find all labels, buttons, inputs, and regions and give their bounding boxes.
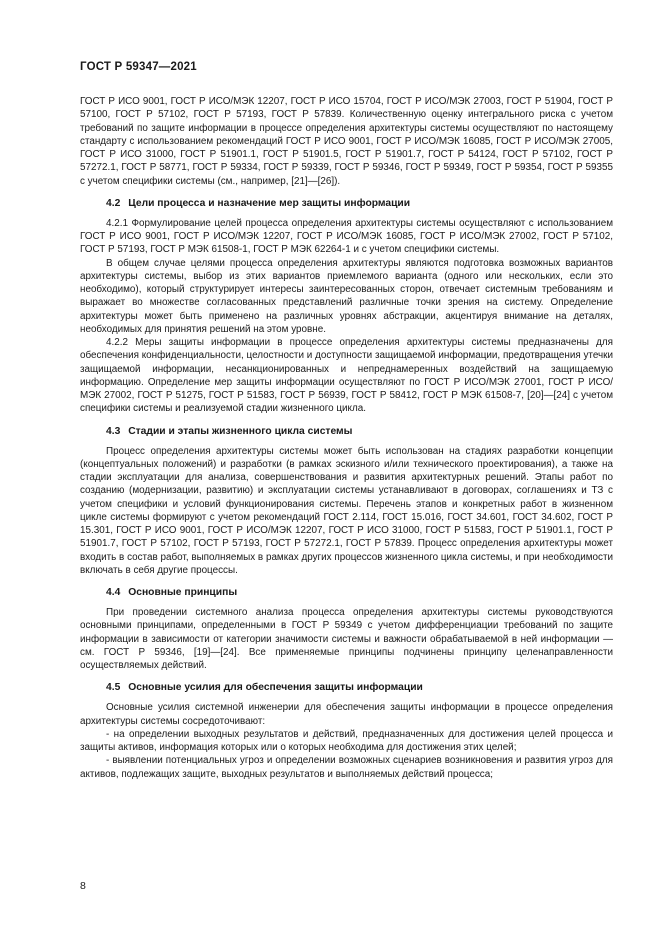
section-title: Основные принципы (128, 587, 238, 598)
page-number: 8 (80, 880, 86, 892)
section-title: Цели процесса и назначение мер защиты информации (128, 197, 411, 209)
section-number: 4.3 (106, 425, 121, 437)
paragraph-4-2-1-goals: В общем случае целями процесса определения архитектуры являются подготовка возможных вариантов архитектуры системы, выбор из этих вариантов приемлемого варианта (одного или нескольких, если это необходимо), который структурирует интересы заинтересованных сторон, отвечает системным требованиям и выражает во множестве согласованных представлений различные точки зрения на систему. Определение архитектуры может быть применено на различных уровнях абстракции, акцентируя внимание на деталях, необходимых для принятия решений на этом уровне. (80, 257, 613, 335)
section-heading-4-4 (106, 586, 613, 599)
section-heading-4-2 (106, 197, 613, 210)
section-title: Стадии и этапы жизненного цикла системы (128, 425, 353, 437)
list-item: - выявлении потенциальных угроз и определении возможных сценариев возникновения и развития угроз для активов, подлежащих защите, выходных результатов и выполняемых действий процесса; (80, 755, 613, 780)
intro-paragraph: ГОСТ Р ИСО 9001, ГОСТ Р ИСО/МЭК 12207, ГОСТ Р ИСО 15704, ГОСТ Р ИСО/МЭК 27003, ГОСТ Р 51904, ГОСТ Р 57100, ГОСТ Р 57102, ГОСТ Р 57193, ГОСТ Р 57839. Количественную оценку интегрального риска с учетом требований по защите информации в процессе определения архитектуры системы осуществляют по настоящему стандарту с использованием рекомендаций ГОСТ Р ИСО 9001, ГОСТ Р ИСО/МЭК 16085, ГОСТ Р ИСО/МЭК 27005, ГОСТ Р ИСО 31000, ГОСТ Р 51901.1, ГОСТ Р 51901.5, ГОСТ Р 51901.7, ГОСТ Р 54124, ГОСТ Р 57102, ГОСТ Р 57272.1, ГОСТ Р 58771, ГОСТ Р 59334, ГОСТ Р 59339, ГОСТ Р 59346, ГОСТ Р 59349, ГОСТ Р 59354, ГОСТ Р 59355 с учетом специфики системы (см., например, [21]—[26]). (80, 96, 613, 187)
paragraph-4-2-2: 4.2.2 Меры защиты информации в процессе определения архитектуры системы предназначены для обеспечения конфиденциальности, целостности и доступности защищаемой информации, предотвращения утечки защищаемой информации, несанкционированных и непреднамеренных воздействий на защищаемую информацию. Определение мер защиты информации осуществляют по ГОСТ Р ИСО/МЭК 27001, ГОСТ Р ИСО/МЭК 27002, ГОСТ Р 51275, ГОСТ Р 51583, ГОСТ Р 56939, ГОСТ Р 58412, ГОСТ Р МЭК 61508-7, [20]—[24] с учетом специфики системы и реализуемой стадии жизненного цикла. (80, 337, 613, 415)
paragraph-4-2-1: 4.2.1 Формулирование целей процесса определения архитектуры системы осуществляют с использованием ГОСТ Р ИСО 9001, ГОСТ Р ИСО/МЭК 12207, ГОСТ Р ИСО/МЭК 16085, ГОСТ Р ИСО/МЭК 27002, ГОСТ Р 57102, ГОСТ Р 57193, ГОСТ Р МЭК 61508-1, ГОСТ Р МЭК 62264-1 и с учетом специфики системы. (80, 217, 613, 256)
paragraph-4-3: Процесс определения архитектуры системы может быть использован на стадиях разработки концепции (концептуальных положений) и разработки (в рамках эскизного и/или технического проектирования), а также на стадии эксплуатации для анализа, совершенствования и развития архитектурных решений. Этапы работ по созданию (модернизации, развитию) и эксплуатации системы устанавливают в договорах, соглашениях и ТЗ с учетом специфики и условий функционирования системы. Перечень этапов и конкретных работ в жизненном цикле системы формируют с учетом рекомендаций ГОСТ 2.114, ГОСТ 15.016, ГОСТ 34.601, ГОСТ 34.602, ГОСТ Р 15.301, ГОСТ Р ИСО 9001, ГОСТ Р ИСО/МЭК 12207, ГОСТ Р ИСО 31000, ГОСТ Р 51583, ГОСТ Р 51901.1, ГОСТ Р 51901.7, ГОСТ Р 57102, ГОСТ Р 57193, ГОСТ Р 57272.1, ГОСТ Р 57839. Процесс определения архитектуры может входить в состав работ, выполняемых в рамках других процессов жизненного цикла системы, и при необходимости включать в себя другие процессы. (80, 445, 613, 576)
section-number: 4.2 (106, 197, 121, 209)
document-header: ГОСТ Р 59347—2021 (80, 61, 197, 73)
paragraph-4-5: Основные усилия системной инженерии для обеспечения защиты информации в процессе определения архитектуры системы сосредоточивают: (80, 702, 613, 727)
document-body (80, 95, 613, 781)
section-number: 4.5 (106, 682, 121, 694)
section-heading-4-5 (106, 681, 613, 694)
section-title: Основные усилия для обеспечения защиты информации (128, 682, 423, 694)
paragraph-4-4: При проведении системного анализа процесса определения архитектуры системы руководствуются основными принципами, определенными в ГОСТ Р 59349 с учетом дифференциации требований по защите информации в зависимости от категории значимости системы и важности обрабатываемой в ней информации — см. ГОСТ Р 59346, [19]—[24]. Все применяемые принципы подчинены принципу целенаправленности осуществляемых действий. (80, 607, 613, 671)
list-item: - на определении выходных результатов и действий, предназначенных для достижения целей процесса и защиты активов, информация которых или о которых необходима для достижения этих целей; (80, 728, 613, 753)
section-number: 4.4 (106, 587, 121, 598)
section-heading-4-3 (106, 425, 613, 438)
